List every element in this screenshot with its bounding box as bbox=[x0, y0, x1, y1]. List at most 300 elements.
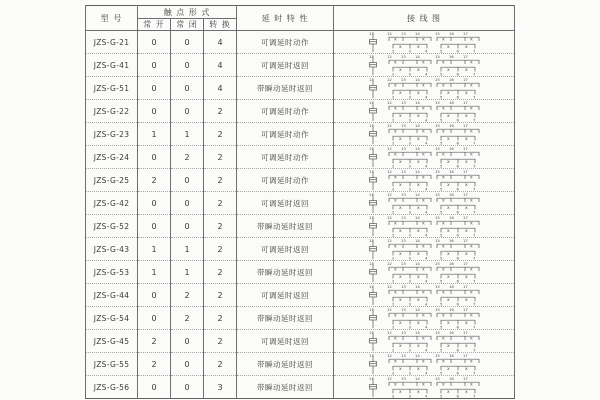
svg-text:x: x bbox=[447, 113, 450, 119]
svg-text:3: 3 bbox=[408, 94, 411, 99]
svg-text:x: x bbox=[417, 67, 420, 73]
svg-text:17: 17 bbox=[463, 123, 468, 129]
svg-text:x: x bbox=[422, 313, 425, 319]
wiring-diagram-cell bbox=[334, 307, 515, 330]
svg-text:12: 12 bbox=[387, 100, 392, 106]
svg-text:13: 13 bbox=[401, 169, 406, 175]
svg-text:x: x bbox=[470, 359, 473, 365]
svg-text:x: x bbox=[394, 336, 397, 342]
svg-text:x: x bbox=[442, 221, 445, 227]
col-header-model: 型 号 bbox=[86, 6, 138, 31]
svg-text:4: 4 bbox=[425, 94, 428, 99]
svg-text:15: 15 bbox=[435, 192, 440, 198]
svg-text:x: x bbox=[399, 366, 402, 372]
svg-text:16: 16 bbox=[449, 238, 454, 244]
normally-open-cell: 0 bbox=[138, 77, 171, 100]
svg-text:x: x bbox=[447, 205, 450, 211]
normally-closed-cell: 1 bbox=[171, 238, 204, 261]
svg-text:x: x bbox=[442, 244, 445, 250]
svg-text:x: x bbox=[394, 290, 397, 296]
svg-text:15: 15 bbox=[435, 261, 440, 267]
svg-text:17: 17 bbox=[463, 284, 468, 290]
col-header-normally-open: 常 开 bbox=[138, 19, 171, 31]
svg-text:6: 6 bbox=[456, 71, 459, 76]
svg-text:x: x bbox=[422, 37, 425, 43]
svg-text:x: x bbox=[442, 60, 445, 66]
svg-text:13: 13 bbox=[401, 146, 406, 152]
svg-text:15: 15 bbox=[435, 169, 440, 175]
svg-text:12: 12 bbox=[387, 54, 392, 60]
svg-text:x: x bbox=[394, 152, 397, 158]
svg-text:15: 15 bbox=[435, 215, 440, 221]
svg-text:x: x bbox=[465, 228, 468, 234]
svg-text:16: 16 bbox=[449, 77, 454, 83]
svg-text:3: 3 bbox=[408, 140, 411, 145]
normally-closed-cell: 2 bbox=[171, 146, 204, 169]
changeover-cell: 2 bbox=[204, 169, 237, 192]
svg-text:3: 3 bbox=[408, 232, 411, 237]
svg-text:12: 12 bbox=[387, 31, 392, 37]
delay-characteristic-cell: 可调延时返回 bbox=[237, 330, 334, 353]
svg-text:x: x bbox=[422, 60, 425, 66]
model-cell: JZS-G-56 bbox=[86, 376, 138, 399]
svg-text:11: 11 bbox=[369, 261, 374, 267]
svg-text:13: 13 bbox=[401, 330, 406, 336]
svg-text:13: 13 bbox=[401, 54, 406, 60]
svg-text:x: x bbox=[417, 113, 420, 119]
svg-text:7: 7 bbox=[473, 186, 476, 191]
svg-text:x: x bbox=[422, 152, 425, 158]
svg-text:x: x bbox=[447, 136, 450, 142]
svg-text:x: x bbox=[442, 106, 445, 112]
svg-text:16: 16 bbox=[449, 307, 454, 313]
svg-text:4: 4 bbox=[425, 324, 428, 329]
svg-text:x: x bbox=[417, 90, 420, 96]
normally-open-cell: 0 bbox=[138, 54, 171, 77]
normally-open-cell: 2 bbox=[138, 169, 171, 192]
svg-text:12: 12 bbox=[387, 330, 392, 336]
svg-text:x: x bbox=[470, 244, 473, 250]
svg-text:3: 3 bbox=[408, 324, 411, 329]
svg-text:4: 4 bbox=[425, 186, 428, 191]
svg-text:x: x bbox=[447, 228, 450, 234]
svg-text:15: 15 bbox=[435, 376, 440, 382]
wiring-diagram bbox=[365, 376, 497, 398]
svg-text:x: x bbox=[394, 382, 397, 388]
svg-text:12: 12 bbox=[387, 238, 392, 244]
svg-text:x: x bbox=[422, 336, 425, 342]
svg-text:3: 3 bbox=[408, 48, 411, 53]
svg-text:17: 17 bbox=[463, 330, 468, 336]
svg-text:14: 14 bbox=[415, 330, 420, 336]
svg-text:4: 4 bbox=[425, 163, 428, 168]
relay-spec-table bbox=[85, 5, 515, 399]
svg-text:6: 6 bbox=[456, 324, 459, 329]
changeover-cell: 2 bbox=[204, 146, 237, 169]
wiring-diagram-cell bbox=[334, 192, 515, 215]
model-cell: JZS-G-25 bbox=[86, 169, 138, 192]
delay-characteristic-cell: 带瞬动延时返回 bbox=[237, 77, 334, 100]
svg-text:7: 7 bbox=[473, 71, 476, 76]
svg-text:12: 12 bbox=[387, 215, 392, 221]
wiring-diagram bbox=[365, 330, 497, 352]
wiring-diagram bbox=[365, 307, 497, 329]
svg-text:11: 11 bbox=[369, 238, 374, 244]
delay-characteristic-cell: 可调延时动作 bbox=[237, 169, 334, 192]
svg-text:11: 11 bbox=[369, 192, 374, 198]
svg-text:x: x bbox=[465, 90, 468, 96]
svg-text:14: 14 bbox=[415, 215, 420, 221]
svg-text:7: 7 bbox=[473, 163, 476, 168]
svg-text:15: 15 bbox=[435, 238, 440, 244]
svg-text:7: 7 bbox=[473, 278, 476, 283]
wiring-diagram bbox=[365, 238, 497, 260]
svg-text:x: x bbox=[442, 267, 445, 273]
svg-text:5: 5 bbox=[440, 324, 443, 329]
svg-text:5: 5 bbox=[440, 370, 443, 375]
svg-text:x: x bbox=[465, 343, 468, 349]
svg-text:x: x bbox=[417, 389, 420, 395]
wiring-diagram-cell bbox=[334, 54, 515, 77]
svg-text:x: x bbox=[394, 106, 397, 112]
svg-text:x: x bbox=[465, 205, 468, 211]
normally-closed-cell: 0 bbox=[171, 54, 204, 77]
svg-text:13: 13 bbox=[401, 100, 406, 106]
table-body bbox=[86, 31, 515, 399]
wiring-diagram-cell bbox=[334, 146, 515, 169]
svg-text:7: 7 bbox=[473, 370, 476, 375]
svg-text:2: 2 bbox=[392, 186, 395, 191]
svg-text:7: 7 bbox=[473, 347, 476, 352]
svg-text:13: 13 bbox=[401, 31, 406, 37]
svg-text:7: 7 bbox=[473, 393, 476, 398]
table-row bbox=[86, 54, 515, 77]
svg-text:17: 17 bbox=[463, 77, 468, 83]
table-row bbox=[86, 123, 515, 146]
wiring-diagram bbox=[365, 123, 497, 145]
svg-text:11: 11 bbox=[369, 215, 374, 221]
normally-closed-cell: 0 bbox=[171, 353, 204, 376]
svg-text:13: 13 bbox=[401, 284, 406, 290]
model-cell: JZS-G-41 bbox=[86, 54, 138, 77]
wiring-diagram-cell bbox=[334, 261, 515, 284]
wiring-diagram-cell bbox=[334, 169, 515, 192]
svg-text:x: x bbox=[442, 175, 445, 181]
svg-text:2: 2 bbox=[392, 370, 395, 375]
svg-text:x: x bbox=[465, 297, 468, 303]
svg-text:x: x bbox=[394, 60, 397, 66]
svg-text:x: x bbox=[470, 152, 473, 158]
svg-text:14: 14 bbox=[415, 284, 420, 290]
svg-text:x: x bbox=[399, 182, 402, 188]
svg-text:6: 6 bbox=[456, 94, 459, 99]
svg-text:x: x bbox=[399, 205, 402, 211]
svg-text:x: x bbox=[417, 343, 420, 349]
table-row bbox=[86, 330, 515, 353]
svg-text:x: x bbox=[442, 37, 445, 43]
svg-text:x: x bbox=[447, 366, 450, 372]
svg-text:x: x bbox=[417, 44, 420, 50]
svg-text:x: x bbox=[422, 267, 425, 273]
svg-text:x: x bbox=[447, 320, 450, 326]
svg-text:14: 14 bbox=[415, 146, 420, 152]
svg-text:x: x bbox=[447, 182, 450, 188]
svg-text:17: 17 bbox=[463, 54, 468, 60]
svg-text:2: 2 bbox=[392, 324, 395, 329]
svg-text:x: x bbox=[465, 320, 468, 326]
svg-text:3: 3 bbox=[408, 209, 411, 214]
svg-text:7: 7 bbox=[473, 301, 476, 306]
svg-text:14: 14 bbox=[415, 192, 420, 198]
svg-text:x: x bbox=[394, 198, 397, 204]
svg-text:4: 4 bbox=[425, 48, 428, 53]
svg-text:7: 7 bbox=[473, 232, 476, 237]
svg-text:11: 11 bbox=[369, 54, 374, 60]
svg-text:17: 17 bbox=[463, 192, 468, 198]
delay-characteristic-cell: 可调延时动作 bbox=[237, 146, 334, 169]
normally-open-cell: 0 bbox=[138, 284, 171, 307]
normally-closed-cell: 0 bbox=[171, 376, 204, 399]
table-row bbox=[86, 169, 515, 192]
svg-text:16: 16 bbox=[449, 261, 454, 267]
svg-text:15: 15 bbox=[435, 284, 440, 290]
normally-closed-cell: 0 bbox=[171, 169, 204, 192]
svg-text:x: x bbox=[470, 129, 473, 135]
normally-closed-cell: 0 bbox=[171, 100, 204, 123]
svg-text:7: 7 bbox=[473, 94, 476, 99]
svg-text:13: 13 bbox=[401, 192, 406, 198]
svg-text:x: x bbox=[470, 313, 473, 319]
delay-characteristic-cell: 可调延时动作 bbox=[237, 123, 334, 146]
svg-text:x: x bbox=[417, 205, 420, 211]
normally-closed-cell: 0 bbox=[171, 330, 204, 353]
normally-closed-cell: 1 bbox=[171, 261, 204, 284]
svg-text:x: x bbox=[422, 106, 425, 112]
svg-text:x: x bbox=[465, 274, 468, 280]
delay-characteristic-cell: 带瞬动延时返回 bbox=[237, 376, 334, 399]
normally-open-cell: 0 bbox=[138, 307, 171, 330]
svg-text:2: 2 bbox=[392, 48, 395, 53]
svg-text:x: x bbox=[470, 336, 473, 342]
normally-closed-cell: 0 bbox=[171, 77, 204, 100]
svg-text:6: 6 bbox=[456, 301, 459, 306]
svg-text:2: 2 bbox=[392, 278, 395, 283]
svg-text:3: 3 bbox=[408, 255, 411, 260]
svg-text:6: 6 bbox=[456, 347, 459, 352]
delay-characteristic-cell: 带瞬动延时返回 bbox=[237, 353, 334, 376]
model-cell: JZS-G-24 bbox=[86, 146, 138, 169]
svg-text:x: x bbox=[399, 67, 402, 73]
svg-text:13: 13 bbox=[401, 238, 406, 244]
table-row bbox=[86, 31, 515, 54]
svg-text:x: x bbox=[399, 343, 402, 349]
svg-text:x: x bbox=[417, 366, 420, 372]
svg-text:6: 6 bbox=[456, 209, 459, 214]
delay-characteristic-cell: 带瞬动延时返回 bbox=[237, 215, 334, 238]
svg-text:x: x bbox=[422, 175, 425, 181]
svg-text:15: 15 bbox=[435, 146, 440, 152]
delay-characteristic-cell: 可调延时动作 bbox=[237, 100, 334, 123]
svg-text:5: 5 bbox=[440, 301, 443, 306]
svg-text:x: x bbox=[394, 359, 397, 365]
svg-text:7: 7 bbox=[473, 48, 476, 53]
table-row bbox=[86, 376, 515, 399]
svg-text:x: x bbox=[394, 221, 397, 227]
svg-text:x: x bbox=[399, 90, 402, 96]
svg-text:5: 5 bbox=[440, 255, 443, 260]
svg-text:6: 6 bbox=[456, 255, 459, 260]
svg-text:14: 14 bbox=[415, 238, 420, 244]
svg-text:x: x bbox=[447, 251, 450, 257]
wiring-diagram-cell bbox=[334, 353, 515, 376]
svg-text:x: x bbox=[470, 83, 473, 89]
svg-text:14: 14 bbox=[415, 100, 420, 106]
svg-text:12: 12 bbox=[387, 146, 392, 152]
changeover-cell: 2 bbox=[204, 215, 237, 238]
svg-text:x: x bbox=[470, 106, 473, 112]
wiring-diagram-cell bbox=[334, 31, 515, 54]
delay-characteristic-cell: 可调延时返回 bbox=[237, 192, 334, 215]
svg-text:6: 6 bbox=[456, 232, 459, 237]
svg-text:x: x bbox=[394, 175, 397, 181]
wiring-diagram-cell bbox=[334, 330, 515, 353]
svg-text:x: x bbox=[470, 175, 473, 181]
delay-characteristic-cell: 带瞬动延时返回 bbox=[237, 307, 334, 330]
svg-text:7: 7 bbox=[473, 324, 476, 329]
svg-text:x: x bbox=[417, 274, 420, 280]
delay-characteristic-cell: 可调延时返回 bbox=[237, 284, 334, 307]
svg-text:15: 15 bbox=[435, 77, 440, 83]
svg-text:11: 11 bbox=[369, 284, 374, 290]
svg-text:14: 14 bbox=[415, 54, 420, 60]
svg-text:x: x bbox=[399, 136, 402, 142]
svg-text:17: 17 bbox=[463, 169, 468, 175]
delay-characteristic-cell: 带瞬动延时返回 bbox=[237, 261, 334, 284]
svg-text:3: 3 bbox=[408, 163, 411, 168]
svg-text:5: 5 bbox=[440, 393, 443, 398]
svg-text:14: 14 bbox=[415, 31, 420, 37]
svg-text:11: 11 bbox=[369, 376, 374, 382]
wiring-diagram bbox=[365, 146, 497, 168]
svg-text:16: 16 bbox=[449, 330, 454, 336]
svg-text:11: 11 bbox=[369, 146, 374, 152]
svg-text:x: x bbox=[394, 83, 397, 89]
svg-text:x: x bbox=[422, 198, 425, 204]
svg-text:x: x bbox=[417, 320, 420, 326]
svg-text:2: 2 bbox=[392, 347, 395, 352]
svg-text:2: 2 bbox=[392, 232, 395, 237]
svg-text:16: 16 bbox=[449, 215, 454, 221]
svg-text:4: 4 bbox=[425, 278, 428, 283]
svg-text:3: 3 bbox=[408, 347, 411, 352]
normally-closed-cell: 0 bbox=[171, 192, 204, 215]
col-header-changeover: 转 换 bbox=[204, 19, 237, 31]
col-header-normally-closed: 常 闭 bbox=[171, 19, 204, 31]
table-row bbox=[86, 284, 515, 307]
wiring-diagram-cell bbox=[334, 284, 515, 307]
svg-text:x: x bbox=[442, 382, 445, 388]
wiring-diagram-cell bbox=[334, 123, 515, 146]
svg-text:x: x bbox=[442, 83, 445, 89]
svg-text:15: 15 bbox=[435, 100, 440, 106]
svg-text:x: x bbox=[422, 244, 425, 250]
table-row bbox=[86, 146, 515, 169]
svg-text:14: 14 bbox=[415, 376, 420, 382]
svg-text:x: x bbox=[442, 336, 445, 342]
wiring-diagram bbox=[365, 215, 497, 237]
normally-closed-cell: 0 bbox=[171, 215, 204, 238]
svg-text:13: 13 bbox=[401, 307, 406, 313]
wiring-diagram-cell bbox=[334, 376, 515, 399]
svg-text:15: 15 bbox=[435, 330, 440, 336]
model-cell: JZS-G-23 bbox=[86, 123, 138, 146]
svg-text:2: 2 bbox=[392, 140, 395, 145]
svg-text:12: 12 bbox=[387, 376, 392, 382]
wiring-diagram bbox=[365, 100, 497, 122]
svg-text:3: 3 bbox=[408, 393, 411, 398]
svg-text:11: 11 bbox=[369, 330, 374, 336]
svg-text:x: x bbox=[394, 313, 397, 319]
model-cell: JZS-G-43 bbox=[86, 238, 138, 261]
svg-text:16: 16 bbox=[449, 169, 454, 175]
normally-open-cell: 0 bbox=[138, 376, 171, 399]
svg-text:4: 4 bbox=[425, 301, 428, 306]
svg-text:4: 4 bbox=[425, 255, 428, 260]
svg-text:17: 17 bbox=[463, 307, 468, 313]
table-header bbox=[86, 6, 515, 31]
svg-text:3: 3 bbox=[408, 278, 411, 283]
svg-text:x: x bbox=[470, 221, 473, 227]
svg-text:3: 3 bbox=[408, 186, 411, 191]
svg-text:x: x bbox=[465, 159, 468, 165]
svg-text:16: 16 bbox=[449, 123, 454, 129]
svg-text:12: 12 bbox=[387, 307, 392, 313]
svg-text:16: 16 bbox=[449, 146, 454, 152]
svg-text:6: 6 bbox=[456, 117, 459, 122]
svg-text:12: 12 bbox=[387, 169, 392, 175]
svg-text:6: 6 bbox=[456, 370, 459, 375]
model-cell: JZS-G-55 bbox=[86, 353, 138, 376]
table-row bbox=[86, 100, 515, 123]
svg-text:12: 12 bbox=[387, 123, 392, 129]
svg-text:x: x bbox=[442, 359, 445, 365]
svg-text:x: x bbox=[447, 159, 450, 165]
table-row bbox=[86, 238, 515, 261]
wiring-diagram bbox=[365, 284, 497, 306]
delay-characteristic-cell: 可调延时返回 bbox=[237, 54, 334, 77]
svg-text:x: x bbox=[465, 44, 468, 50]
normally-open-cell: 2 bbox=[138, 330, 171, 353]
model-cell: JZS-G-52 bbox=[86, 215, 138, 238]
svg-text:x: x bbox=[442, 152, 445, 158]
svg-text:x: x bbox=[470, 290, 473, 296]
normally-open-cell: 2 bbox=[138, 353, 171, 376]
wiring-diagram bbox=[365, 31, 497, 53]
model-cell: JZS-G-45 bbox=[86, 330, 138, 353]
svg-text:x: x bbox=[417, 228, 420, 234]
normally-open-cell: 1 bbox=[138, 238, 171, 261]
svg-text:x: x bbox=[394, 37, 397, 43]
svg-text:x: x bbox=[422, 382, 425, 388]
wiring-diagram bbox=[365, 77, 497, 99]
svg-text:x: x bbox=[417, 251, 420, 257]
svg-text:x: x bbox=[465, 136, 468, 142]
svg-text:5: 5 bbox=[440, 163, 443, 168]
svg-text:4: 4 bbox=[425, 71, 428, 76]
svg-text:13: 13 bbox=[401, 123, 406, 129]
svg-text:17: 17 bbox=[463, 261, 468, 267]
svg-text:x: x bbox=[422, 83, 425, 89]
